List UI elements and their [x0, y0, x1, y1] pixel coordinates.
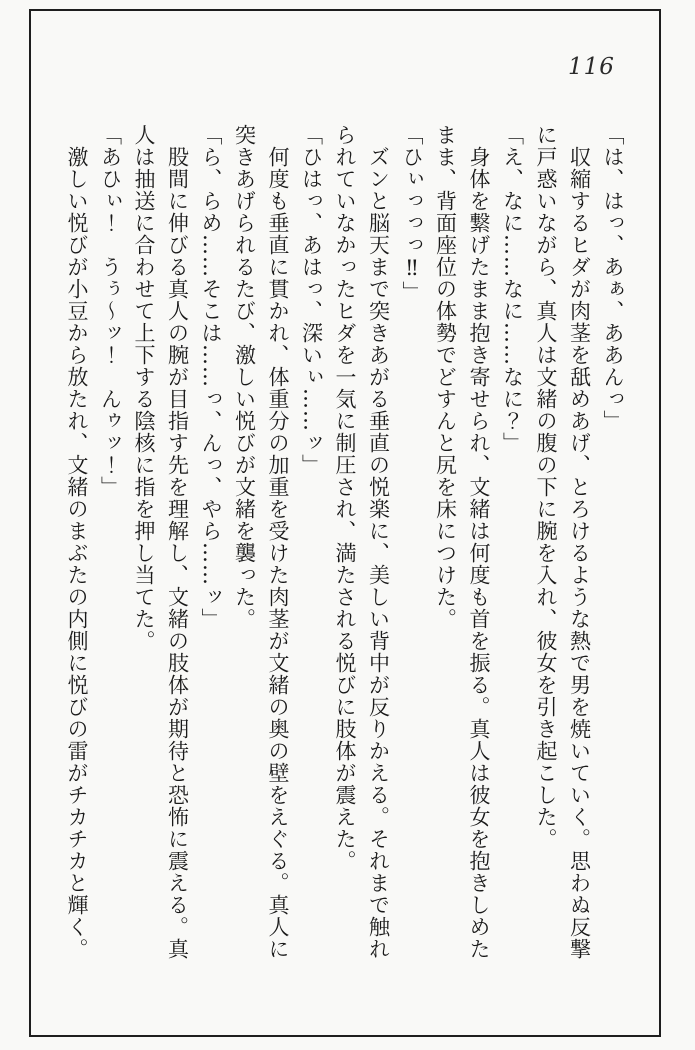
dialogue-line: 「あひぃ！ うぅ〜ッ！ んゥッ！」 [98, 124, 123, 498]
narrative-paragraph: ズンと脳天まで突きあがる垂直の悦楽に、美しい背中が反りかえる。それまで触れられていなかったヒダを一気に制圧され、満たされる悦びに肢体が震えた。 [333, 124, 391, 960]
narrative-paragraph: 収縮するヒダが肉茎を舐めあげ、とろけるような熱で男を焼いていく。思わぬ反撃に戸惑いながら、真人は文緒の腹の下に腕を入れ、彼女を引き起こした。 [534, 124, 592, 960]
dialogue-line: 「ひぃっっっ‼」 [400, 124, 424, 303]
dialogue-line: 「ら、らめ……そこは……っ、んっ、やら……ッ」 [199, 124, 223, 630]
page-number: 116 [568, 54, 615, 80]
narrative-paragraph: 身体を繋げたまま抱き寄せられ、文緒は何度も首を振る。真人は彼女を抱きしめたまま、背面座位の体勢でどすんと尻を床につけた。 [433, 124, 491, 960]
dialogue-line: 「え、なに……なに……なに？」 [500, 124, 525, 454]
narrative-paragraph: 何度も垂直に貫かれ、体重分の加重を受けた肉茎が文緒の奥の壁をえぐる。真人に突きあげられるたび、激しい悦びが文緒を襲った。 [232, 124, 290, 960]
dialogue-line: 「は、はっ、あぁ、ああんっ」 [601, 124, 625, 432]
narrative-paragraph: 股間に伸びる真人の腕が目指す先を理解し、文緒の肢体が期待と恐怖に震える。真人は抽送に合わせて上下する陰核に指を押し当てた。 [132, 124, 190, 960]
dialogue-line: 「ひはっ、あはっ、深いぃ……ッ」 [299, 124, 324, 476]
narrative-paragraph: 激しい悦びが小豆から放たれ、文緒のまぶたの内側に悦びの雷がチカチカと輝く。 [65, 146, 89, 960]
text-body [60, 124, 630, 966]
